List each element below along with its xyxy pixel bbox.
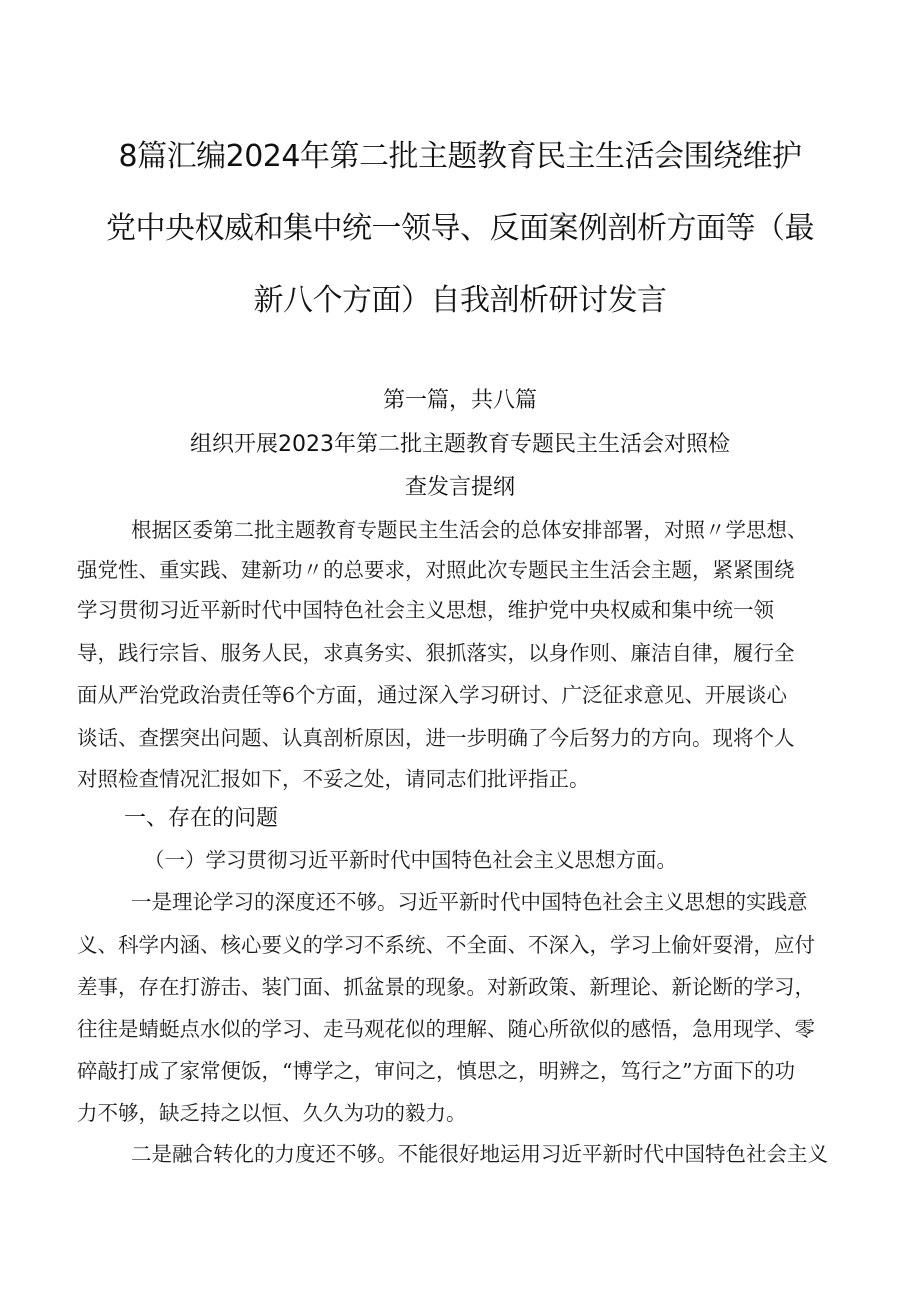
chapter-title-line-2: 查发言提纲	[404, 475, 515, 500]
document-title-line-2: 党中央权威和集中统一领导、反面案例剖析方面等（最	[106, 211, 814, 246]
intro-line-5: 面从严治党政治责任等6个方面，通过深入学习研讨、广泛征求意见、开展谈心	[77, 683, 788, 707]
point-1-line-2: 义、科学内涵、核心要义的学习不系统、不全面、不深入，学习上偷奸耍滑，应付	[77, 933, 815, 957]
intro-line-6: 谈话、查摆突出问题、认真剖析原因，进一步明确了今后努力的方向。现将个人	[77, 726, 795, 750]
intro-line-4: 导，践行宗旨、服务人民，求真务实、狠抓落实，以身作则、廉洁自律，履行全	[77, 641, 795, 665]
point-1-line-4: 往往是蜻蜓点水似的学习、走马观花似的理解、随心所欲似的感悟，急用现学、零	[77, 1017, 815, 1041]
point-1-line-3: 差事，存在打游击、装门面、抓盆景的现象。对新政策、新理论、新论断的学习，	[77, 975, 815, 999]
intro-line-2: 强党性、重实践、建新功〃的总要求，对照此次专题民主生活会主题，紧紧围绕	[77, 558, 795, 582]
intro-line-1: 根据区委第二批主题教育专题民主生活会的总体安排部署，对照〃学思想、	[131, 518, 808, 542]
chapter-title-line-1: 组织开展2023年第二批主题教育专题民主生活会对照检	[190, 432, 730, 457]
document-title-line-1: 8篇汇编2024年第二批主题教育民主生活会围绕维护	[118, 139, 802, 174]
subsection-heading-1: （一）学习贯彻习近平新时代中国特色社会主义思想方面。	[144, 848, 677, 872]
intro-line-3: 学习贯彻习近平新时代中国特色社会主义思想，维护党中央权威和集中统一领	[77, 598, 774, 622]
intro-line-7: 对照检查情况汇报如下，不妥之处，请同志们批评指正。	[77, 767, 590, 791]
point-2-line-1: 二是融合转化的力度还不够。不能很好地运用习近平新时代中国特色社会主义	[131, 1142, 828, 1166]
point-1-line-5: 碎敲打成了家常便饭，“博学之，审问之，慎思之，明辨之，笃行之”方面下的功	[77, 1059, 795, 1083]
section-heading-problems: 一、存在的问题	[124, 806, 279, 831]
point-1-line-1: 一是理论学习的深度还不够。习近平新时代中国特色社会主义思想的实践意	[131, 890, 808, 914]
point-1-line-6: 力不够，缺乏持之以恒、久久为功的毅力。	[77, 1101, 467, 1125]
chapter-label: 第一篇，共八篇	[382, 388, 537, 413]
document-title-line-3: 新八个方面）自我剖析研讨发言	[253, 283, 667, 318]
